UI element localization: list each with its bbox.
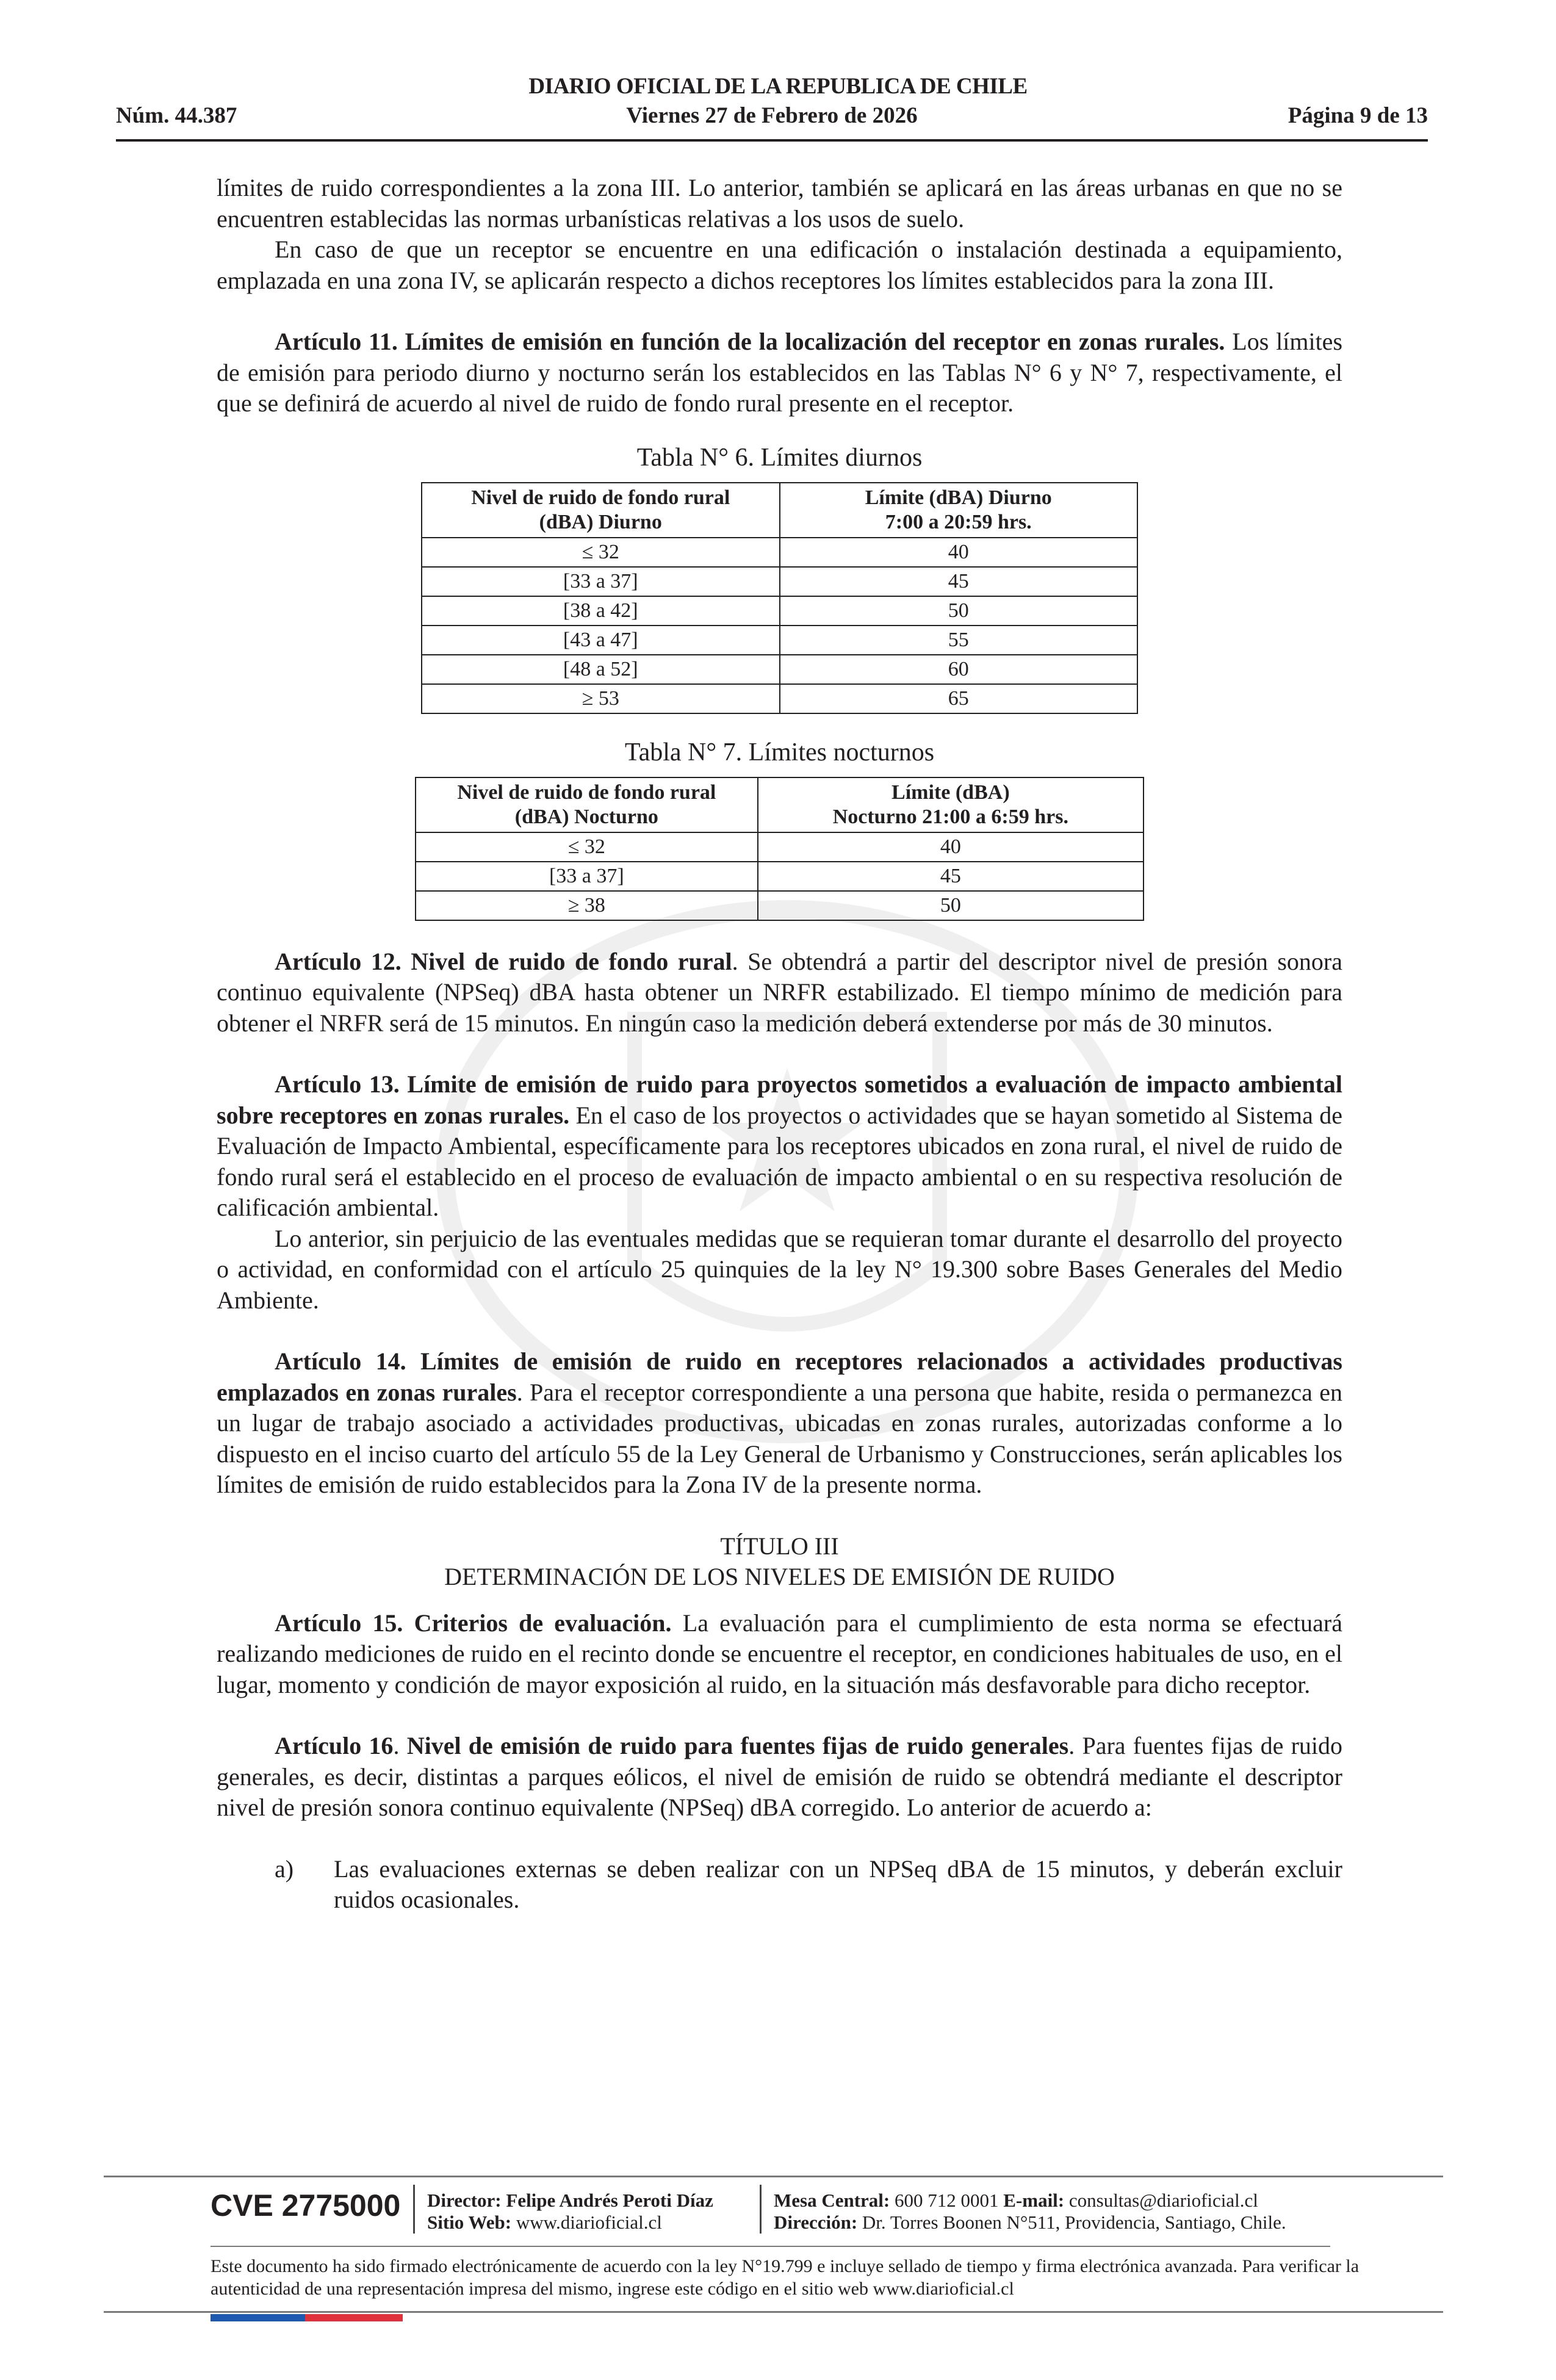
article-14 — [217, 1346, 1342, 1501]
page-number: Página 9 de 13 — [1288, 103, 1428, 128]
article-12-text: . Se obtendrá a partir del descriptor nivel de presión sonora continuo equivalente (NPSeq) dBA hasta obtener un NRFR estabilizado. El tiempo mínimo de medición para obtener el NRFR será de 15 minutos. En ningún caso la medición deberá extenderse por más de 30 minutos. — [217, 947, 1342, 1037]
document-body — [217, 173, 1342, 1916]
table-7-header-2: Límite (dBA) Nocturno 21:00 a 6:59 hrs. — [758, 777, 1144, 832]
article-15 — [217, 1608, 1342, 1701]
flag-stripe-blue — [211, 2314, 305, 2321]
table-6-header-2: Límite (dBA) Diurno 7:00 a 20:59 hrs. — [780, 483, 1138, 538]
table-row: ≥ 53 65 — [422, 684, 1137, 713]
table-row: [38 a 42] 50 — [422, 596, 1137, 626]
issue-number: Núm. 44.387 — [116, 103, 237, 128]
issue-date: Viernes 27 de Febrero de 2026 — [626, 103, 918, 128]
article-13-heading: Artículo 13. Límite de emisión de ruido para proyectos sometidos a evaluación de impacto ambiental sobre receptores en zonas rurales. — [217, 1070, 1342, 1129]
intro-paragraph-2: En caso de que un receptor se encuentre en una edificación o instalación destinada a equipamiento, emplazada en una zona IV, se aplicarán respecto a dichos receptores los límites establecidos para la zona III. — [217, 236, 1342, 294]
table-7-header-1: Nivel de ruido de fondo rural (dBA) Nocturno — [416, 777, 758, 832]
table-6-header-1: Nivel de ruido de fondo rural (dBA) Diurno — [422, 483, 780, 538]
address: Dr. Torres Boonen N°511, Providencia, Santiago, Chile. — [862, 2212, 1286, 2233]
title-iii-label: TÍTULO III — [720, 1532, 839, 1560]
list-item — [217, 1854, 1342, 1916]
header-row — [116, 103, 1428, 133]
header-divider — [116, 139, 1428, 142]
article-13-paragraph-2: Lo anterior, sin perjuicio de las eventuales medidas que se requieran tomar durante el desarrollo del proyecto o actividad, en conformidad con el artículo 25 quinquies de la ley N° 19.300 sobre Bases Generales del Medio Ambiente. — [217, 1224, 1342, 1314]
table-7-caption: Tabla N° 7. Límites nocturnos — [624, 738, 935, 766]
footer-mid-rule — [211, 2246, 1330, 2247]
article-11-heading: Artículo 11. Límites de emisión en función de la localización del receptor en zonas rurales. — [275, 328, 1225, 355]
flag-stripe-red — [305, 2314, 403, 2321]
article-16-heading-number: Artículo 16 — [275, 1732, 394, 1759]
table-row: [43 a 47] 55 — [422, 626, 1137, 655]
article-16-text: . Para fuentes fijas de ruido generales, es decir, distintas a parques eólicos, el nivel de emisión de ruido se obtendrá mediante el descriptor nivel de presión sonora continuo equivalente (NPSeq) dBA corregido. Lo anterior de acuerdo a: — [217, 1732, 1343, 1821]
article-16-heading-title: Nivel de emisión de ruido para fuentes fijas de ruido generales — [406, 1732, 1069, 1759]
footer-bottom-rule — [104, 2311, 1443, 2313]
list-item-text: Las evaluaciones externas se deben realizar con un NPSeq dBA de 15 minutos, y deberán excluir ruidos ocasionales. — [334, 1855, 1342, 1913]
article-15-text: La evaluación para el cumplimiento de esta norma se efectuará realizando mediciones de ruido en el recinto donde se encuentre el receptor, en condiciones habituales de uso, en el lugar, momento y condición de mayor exposición al ruido, en la situación más desfavorable para dicho receptor. — [217, 1609, 1342, 1698]
title-iii-name: DETERMINACIÓN DE LOS NIVELES DE EMISIÓN DE RUIDO — [444, 1563, 1115, 1590]
table-row: ≥ 38 50 — [416, 891, 1144, 920]
article-15-heading: Artículo 15. Criterios de evaluación. — [275, 1609, 672, 1637]
email-link[interactable]: consultas@diarioficial.cl — [1068, 2190, 1258, 2211]
table-row: ≤ 32 40 — [422, 538, 1137, 567]
table-6-caption: Tabla N° 6. Límites diurnos — [636, 443, 923, 472]
table-6 — [421, 482, 1138, 714]
website-link[interactable]: www.diarioficial.cl — [516, 2212, 662, 2233]
article-11 — [217, 326, 1342, 419]
article-12 — [217, 947, 1342, 1039]
phone-number: 600 712 0001 — [895, 2190, 999, 2211]
table-row: [48 a 52] 60 — [422, 655, 1137, 684]
signature-note: Este documento ha sido firmado electrónicamente de acuerdo con la ley N°19.799 e incluye sellado de tiempo y firma electrónica avanzada. Para verificar la autenticidad de una representación impresa del mismo, ingrese este código en el sitio web www.diarioficial.cl — [211, 2256, 1360, 2299]
footer-contact-block: Mesa Central: 600 712 0001 E-mail: consultas@diarioficial.cl Dirección: Dr. Torres Boonen N°511, Providencia, Santiago, Chile. — [774, 2190, 1286, 2233]
footer-top-rule — [104, 2176, 1443, 2177]
table-row: ≤ 32 40 — [416, 832, 1144, 862]
table-row: [33 a 37] 45 — [422, 567, 1137, 596]
article-16: Artículo 16. Nivel de emisión de ruido para fuentes fijas de ruido generales. Para fuentes fijas de ruido generales, es decir, distintas a parques eólicos, el nivel de emisión de ruido se obtendrá mediante el descriptor nivel de presión sonora continuo equivalente (NPSeq) dBA corregido. Lo anterior de acuerdo a: — [217, 1732, 1343, 1821]
footer-separator — [413, 2185, 415, 2234]
intro-paragraph-1: límites de ruido correspondientes a la zona III. Lo anterior, también se aplicará en las áreas urbanas en que no se encuentren establecidas las normas urbanísticas relativas a los usos de suelo. — [217, 174, 1342, 233]
footer-director-block: Director: Felipe Andrés Peroti Díaz Sitio Web: www.diarioficial.cl — [427, 2190, 713, 2233]
newspaper-title: DIARIO OFICIAL DE LA REPUBLICA DE CHILE — [528, 74, 1028, 99]
director-name: Felipe Andrés Peroti Díaz — [506, 2190, 713, 2211]
article-13 — [217, 1069, 1342, 1224]
list-item-marker: a) — [275, 1855, 294, 1883]
article-14-text: . Para el receptor correspondiente a una persona que habite, resida o permanezca en un lugar de trabajo asociado a actividades productivas, ubicadas en zonas rurales, autorizadas conforme a lo dispuesto en el inciso cuarto del artículo 55 de la Ley General de Urbanismo y Construcciones, serán aplicables los límites de emisión de ruido establecidos para la Zona IV de la presente norma. — [217, 1378, 1342, 1498]
table-row: [33 a 37] 45 — [416, 862, 1144, 891]
table-7 — [415, 777, 1144, 921]
footer-separator — [760, 2185, 762, 2234]
cve-code: CVE 2775000 — [211, 2188, 401, 2223]
article-12-heading: Artículo 12. Nivel de ruido de fondo rural — [275, 947, 732, 975]
article-14-heading: Artículo 14. Límites de emisión de ruido en receptores relacionados a actividades productivas emplazados en zonas rurales — [217, 1347, 1342, 1406]
article-13-text: En el caso de los proyectos o actividades que se hayan sometido al Sistema de Evaluación de Impacto Ambiental, específicamente para los receptores ubicados en zona rural, el nivel de ruido de fondo rural será el establecido en el proceso de evaluación de impacto ambiental o en su respectiva resolución de calificación ambiental. — [217, 1101, 1343, 1221]
article-11-text: Los límites de emisión para periodo diurno y nocturno serán los establecidos en las Tablas N° 6 y N° 7, respectivamente, el que se definirá de acuerdo al nivel de ruido de fondo rural presente en el receptor. — [217, 328, 1343, 417]
